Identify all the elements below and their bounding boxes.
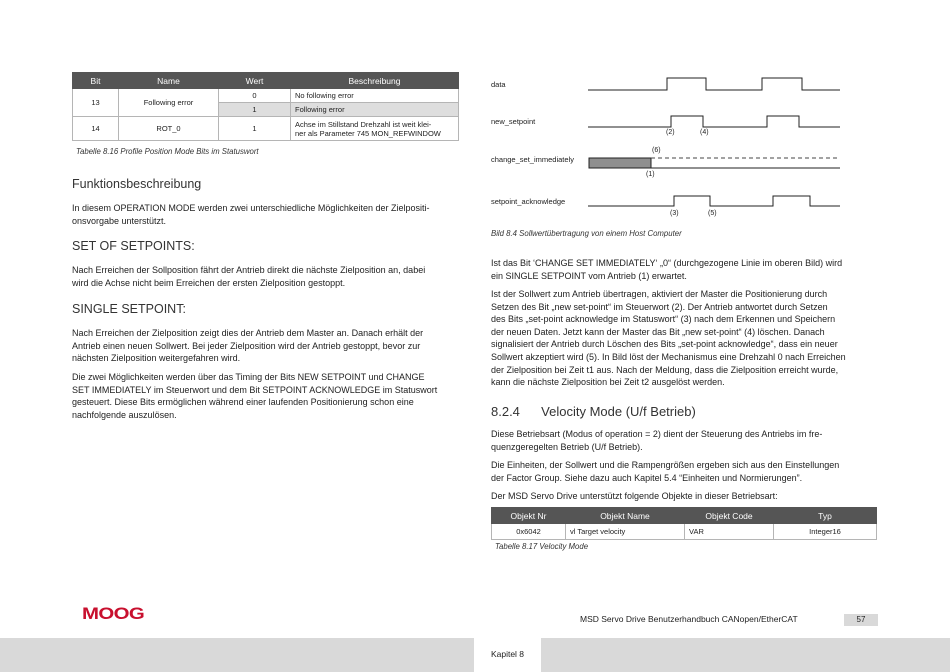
text-line: gesteuert. Diese Bits ermöglichen während einer laufenden Positionierung schon eine — [72, 397, 414, 408]
table-row — [73, 117, 459, 141]
paragraph — [491, 257, 842, 282]
text-line: nächsten Zielposition weitergefahren wird. — [72, 353, 241, 364]
text-line: Nach Erreichen der Sollposition fährt der Antrieb direkt die nächste Zielposition an, dabei — [72, 265, 426, 275]
signal-label-data: data — [491, 80, 506, 89]
text-line: nachfolgende auszulösen. — [72, 409, 177, 420]
table-caption: Tabelle 8.16 Profile Position Mode Bits im Statuswort — [76, 147, 259, 156]
col-header-typ: Typ — [774, 508, 877, 524]
col-header-name: Name — [119, 73, 219, 89]
waveform-change-set-shaded — [589, 158, 651, 168]
section-title: Velocity Mode (U/f Betrieb) — [541, 404, 696, 419]
text-line: Die Einheiten, der Sollwert und die Rampengrößen ergeben sich aus den Einstellungen — [491, 460, 840, 470]
text-line: ein SINGLE SETPOINT vom Antrieb (1) erwartet. — [491, 270, 687, 281]
col-header-objekt-nr: Objekt Nr — [492, 508, 566, 524]
cell-objekt-code: VAR — [685, 524, 774, 540]
text-line: kann die nächste Zielposition bei Zeit t2 ausgelöst werden. — [491, 377, 725, 388]
col-header-wert: Wert — [219, 73, 291, 89]
waveform-data — [588, 78, 840, 90]
timing-diagram — [585, 72, 850, 212]
chapter-tab: Kapitel 8 — [474, 638, 541, 672]
text-line: Setzen des Bit „new set-point“ im Steuerwort (2). Der Antrieb antwortet durch Setzen — [491, 301, 828, 312]
cell-wert: 1 — [219, 117, 291, 141]
col-header-objekt-name: Objekt Name — [566, 508, 685, 524]
col-header-objekt-code: Objekt Code — [685, 508, 774, 524]
heading-funktionsbeschreibung: Funktionsbeschreibung — [72, 177, 202, 191]
text-line: Sollwert akzeptiert wird (5). In Bild löst der Mechanismus eine Drehzahl 0 nach Erreichen — [491, 351, 846, 362]
text-line: Nach Erreichen der Zielposition zeigt dies der Antrieb dem Master an. Danach erhält der — [72, 328, 424, 338]
marker-4: (4) — [700, 129, 709, 136]
text-line: Diese Betriebsart (Modus of operation = 2) dient der Steuerung des Antriebs im fre- — [491, 429, 823, 439]
status-bits-table — [72, 72, 459, 141]
table-row — [492, 524, 877, 540]
text-line: Die zwei Möglichkeiten werden über das Timing der Bits NEW SETPOINT und CHANGE — [72, 372, 425, 382]
text-line: Der MSD Servo Drive unterstützt folgende Objekte in dieser Betriebsart: — [491, 491, 778, 501]
velocity-mode-table — [491, 507, 877, 540]
waveform-setpoint-acknowledge — [588, 196, 840, 206]
cell-wert: 1 — [219, 103, 291, 117]
heading-set-of-setpoints: SET OF SETPOINTS: — [72, 239, 195, 253]
cell-desc: No following error — [291, 89, 459, 103]
paragraph — [72, 202, 429, 227]
signal-label-new-setpoint: new_setpoint — [491, 117, 536, 126]
footer-document-title: MSD Servo Drive Benutzerhandbuch CANopen/EtherCAT — [580, 614, 798, 624]
cell-objekt-name: vl Target velocity — [566, 524, 685, 540]
text-line: der neuen Daten. Jetzt kann der Master das Bit „new set-point“ (4) löschen. Danach — [491, 326, 825, 337]
text-line: In diesem OPERATION MODE werden zwei unterschiedliche Möglichkeiten der Zielpositi- — [72, 203, 430, 213]
paragraph — [491, 490, 778, 503]
cell-desc: Following error — [291, 103, 459, 117]
text-line: des Bits „set-point acknowledge im Statuswort“ (3) nach dem Erkennen und Speichern — [491, 314, 836, 325]
text-line: signalisiert der Antrieb durch Löschen des Bits „set-point acknowledge“, dass ein neuer — [491, 339, 838, 350]
paragraph — [72, 327, 423, 365]
moog-logo: MOOG — [82, 604, 145, 623]
text-line: der Factor Group. Siehe dazu auch Kapitel 5.4 “Einheiten und Normierungen”. — [491, 472, 803, 483]
marker-6: (6) — [652, 147, 661, 154]
text-line: quenzgeregelten Betrieb (U/f Betrieb). — [491, 441, 643, 452]
section-number: 8.2.4 — [491, 404, 520, 419]
table-caption: Tabelle 8.17 Velocity Mode — [495, 542, 589, 551]
waveform-new-setpoint — [588, 116, 840, 127]
page-number: 57 — [844, 614, 878, 626]
cell-objekt-nr: 0x6042 — [492, 524, 566, 540]
cell-desc-line: Achse im Stillstand Drehzahl ist weit klei- — [295, 119, 432, 129]
paragraph — [72, 264, 425, 289]
marker-1: (1) — [646, 171, 655, 178]
paragraph — [491, 428, 822, 453]
cell-desc-line: ner als Parameter 745 MON_REFWINDOW — [295, 128, 441, 138]
cell-desc — [291, 117, 459, 141]
cell-typ: Integer16 — [774, 524, 877, 540]
section-heading — [491, 404, 696, 419]
cell-wert: 0 — [219, 89, 291, 103]
paragraph — [72, 371, 437, 421]
marker-2: (2) — [666, 129, 675, 136]
paragraph — [491, 459, 839, 484]
col-header-beschreibung: Beschreibung — [291, 73, 459, 89]
cell-bit: 14 — [73, 117, 119, 141]
marker-3: (3) — [670, 210, 679, 217]
signal-label-change-set-immediately: change_set_immediately — [491, 155, 574, 164]
text-line: Ist der Sollwert zum Antrieb übertragen, aktiviert der Master die Positionierung durch — [491, 289, 828, 299]
text-line: der Zielposition bei Zeit t1 aus. Nach der Meldung, dass die Zielposition erreicht wurde, — [491, 364, 839, 375]
cell-bit: 13 — [73, 89, 119, 117]
text-line: wird die Achse nicht beim Erreichen der ersten Zielposition gestoppt. — [72, 277, 346, 288]
table-row — [73, 89, 459, 103]
col-header-bit: Bit — [73, 73, 119, 89]
cell-name: ROT_0 — [119, 117, 219, 141]
text-line: SET IMMEDIATELY im Steuerwort und dem Bit SETPOINT ACKNOWLEDGE im Statuswort — [72, 384, 438, 395]
text-line: onsvorgabe unterstützt. — [72, 215, 167, 226]
heading-single-setpoint: SINGLE SETPOINT: — [72, 302, 186, 316]
text-line: Ist das Bit ‘CHANGE SET IMMEDIATELY‘ „0“ (durchgezogene Linie im oberen Bild) wird — [491, 258, 843, 268]
cell-name: Following error — [119, 89, 219, 117]
marker-5: (5) — [708, 210, 717, 217]
text-line: Antrieb einen neuen Sollwert. Bei jeder Zielposition wird der Antrieb gestoppt, bevor zur — [72, 340, 421, 351]
paragraph — [491, 288, 846, 389]
figure-caption: Bild 8.4 Sollwertübertragung von einem Host Computer — [491, 229, 682, 238]
signal-label-setpoint-acknowledge: setpoint_acknowledge — [491, 197, 566, 206]
